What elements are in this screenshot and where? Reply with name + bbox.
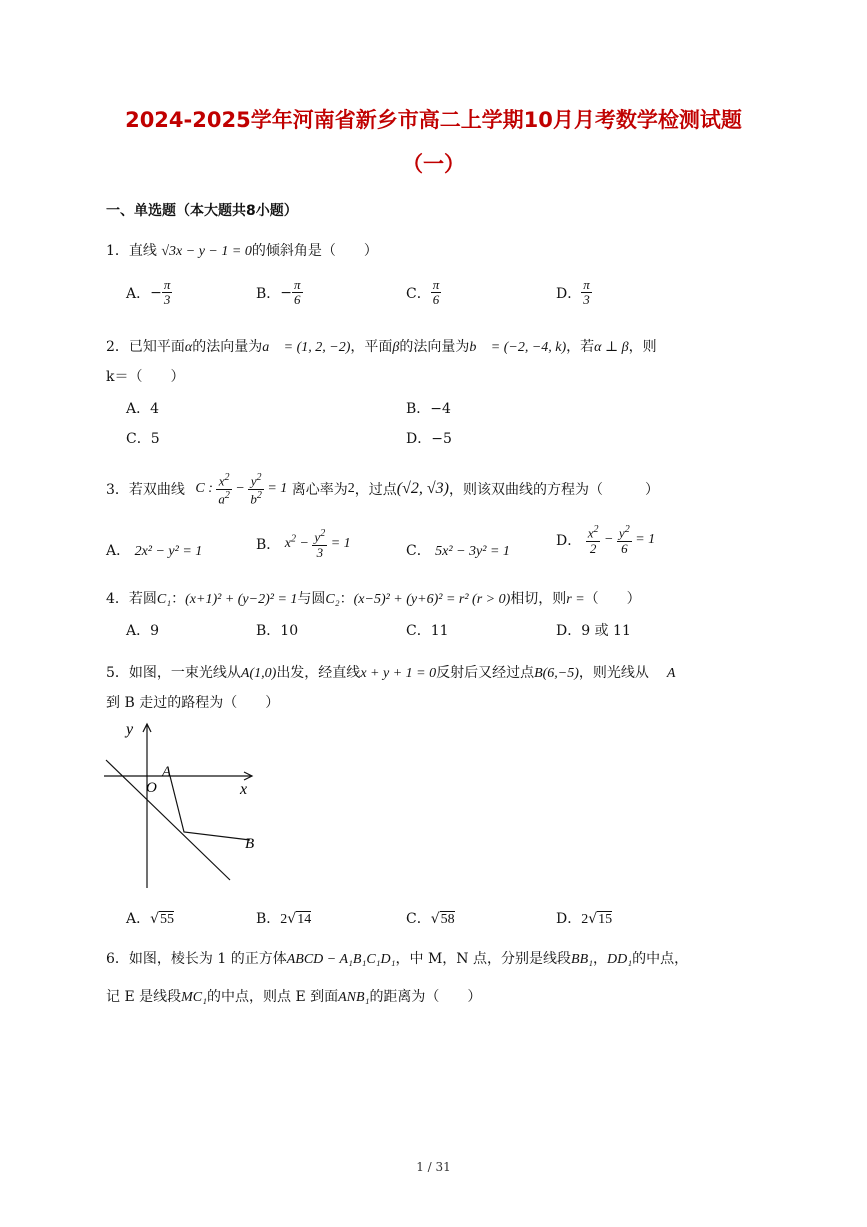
circle-c1-equation: (x+1)² + (y−2)² = 1: [185, 592, 298, 607]
document-title: 2024-2025学年河南省新乡市高二上学期10月月考数学检测试题: [125, 108, 742, 132]
q1-option-c: C． $\frac{\pi}{6}$: [406, 277, 440, 308]
section-heading: 一、单选题（本大题共8小题）: [106, 203, 298, 219]
q1-equation: √3x − y − 1 = 0: [161, 244, 252, 259]
document-subtitle: （一）: [402, 152, 465, 176]
q2-option-a: A．4: [126, 401, 160, 417]
q2-line-2: k＝（ ）: [106, 369, 185, 385]
question-2: 2．已知平面α的法向量为a⃗ = (1, 2, −2)，平面β的法向量为b⃗ = (−2, −4, k)，若α ⊥ β，则: [106, 339, 657, 355]
q2-option-c: C．5: [126, 431, 160, 447]
x-axis-label: x: [240, 781, 248, 798]
q1-option-a: A．− $\frac{\pi}{3}$: [126, 277, 171, 308]
q5-figure: [100, 720, 270, 892]
hyperbola-equation: C : $\frac{x^2}{a^2}$ − $\frac{y^2}{b^2}$ = 1: [195, 472, 288, 506]
question-1: 1．直线 √3x − y − 1 = 0的倾斜角是（ ）: [106, 243, 378, 259]
q4-option-d: D．9 或 11: [556, 623, 631, 639]
page-number: 1 / 31: [416, 1160, 451, 1174]
q2-option-d: D．−5: [406, 431, 452, 447]
vector-b: b⃗ = (−2, −4, k): [469, 340, 567, 355]
q4-option-b: B．10: [256, 623, 299, 639]
q3-option-c: C． 5x² − 3y² = 1: [406, 543, 510, 559]
point-a-label: A: [162, 764, 172, 780]
vector-a: a⃗ = (1, 2, −2): [262, 340, 351, 355]
q5-option-d: D．2√15: [556, 911, 613, 927]
q1-option-b: B．− $\frac{\pi}{6}$: [256, 277, 301, 308]
y-axis-label: y: [126, 721, 134, 738]
q2-option-b: B．−4: [406, 401, 451, 417]
question-4: 4．若圆C₁：(x+1)² + (y−2)² = 1与圆C₂：(x−5)² + (y+6)² = r² (r > 0)相切，则r =（ ）: [106, 591, 641, 607]
point-sqrt2-sqrt3: (√2, √3): [396, 480, 449, 498]
q6-line-2: 记 E 是线段MC₁的中点，则点 E 到面ANB₁的距离为（ ）: [106, 989, 482, 1005]
origin-label: O: [146, 780, 157, 796]
q5-option-c: C．√58: [406, 911, 455, 927]
q5-option-b: B．2√14: [256, 911, 312, 927]
q5-option-a: A．√55: [126, 911, 175, 927]
q5-line-2: 到 B 走过的路程为（ ）: [106, 695, 280, 711]
point-b-label: B: [245, 836, 255, 852]
q3-option-d: D． $\frac{x^2}{2}$ − $\frac{y^2}{6}$ = 1: [556, 524, 656, 556]
circle-c2-equation: (x−5)² + (y+6)² = r² (r > 0): [353, 592, 511, 607]
q4-option-a: A．9: [126, 623, 160, 639]
q3-option-b: B． $x^2$ − $\frac{y^2}{3}$ = 1: [256, 528, 351, 560]
q3-option-a: A． 2x² − y² = 1: [106, 543, 203, 559]
question-6: 6．如图，棱长为 1 的正方体ABCD − A₁B₁C₁D₁，中 M，N 点，分别是线段BB₁，DD₁的中点，: [106, 951, 689, 967]
question-3: 3．若双曲线 C : $\frac{x^2}{a^2}$ − $\frac{y^2}{b^2}$ = 1 离心率为2，过点(√2, √3)，则该双曲线的方程为（ ）: [106, 472, 659, 506]
q1-option-d: D． $\frac{\pi}{3}$: [556, 277, 590, 308]
question-5: 5．如图，一束光线从A(1,0)出发，经直线x + y + 1 = 0反射后又经过点B(6,−5)，则光线从 A: [106, 665, 676, 681]
q4-option-c: C．11: [406, 623, 449, 639]
q1-number: 1．: [106, 243, 129, 259]
